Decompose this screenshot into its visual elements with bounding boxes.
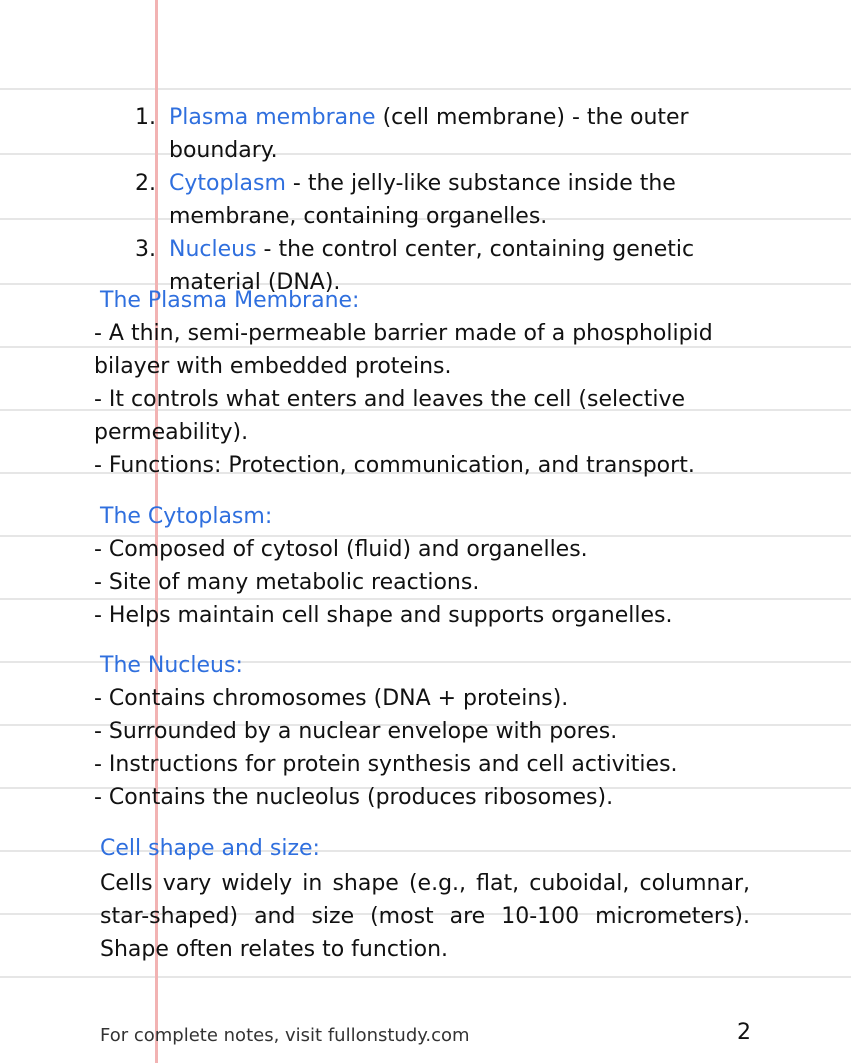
list-number: 3. [135, 237, 156, 262]
list-number: 1. [135, 105, 156, 130]
bullet-line: - Surrounded by a nuclear envelope with pores. [94, 719, 618, 744]
bullet-line: - Site of many metabolic reactions. [94, 570, 480, 595]
list-item [100, 167, 760, 233]
bullet-line: - Contains the nucleolus (produces ribosomes). [94, 785, 614, 810]
bullet-line: - A thin, semi-permeable barrier made of a phospholipid bilayer with embedded proteins. [94, 321, 713, 379]
section-cytoplasm [94, 500, 758, 632]
section-nucleus [94, 649, 758, 814]
section-heading: The Cytoplasm: [100, 504, 273, 529]
page-number: 2 [737, 1020, 751, 1045]
section-heading: The Plasma Membrane: [100, 288, 360, 313]
bullet-line: - Helps maintain cell shape and supports organelles. [94, 603, 673, 628]
bullet-line: - Contains chromosomes (DNA + proteins). [94, 686, 569, 711]
list-text: - the control center, containing genetic material (DNA). [169, 237, 695, 295]
section-heading: Cell shape and size: [100, 836, 320, 861]
footer-note: For complete notes, visit fullonstudy.com [100, 1025, 470, 1046]
bullet-line: - Composed of cytosol (fluid) and organelles. [94, 537, 588, 562]
bullet-line: - Functions: Protection, communication, and transport. [94, 453, 695, 478]
list-term: Cytoplasm [169, 171, 286, 196]
section-plasma-membrane [94, 284, 758, 482]
list-item [100, 101, 760, 167]
list-text: - the jelly-like substance inside the membrane, containing organelles. [169, 171, 676, 229]
section-paragraph: Cells vary widely in shape (e.g., flat, cuboidal, columnar, star-shaped) and size (most are 10-100 micrometers). Shape often relates to function. [100, 871, 750, 962]
bullet-line: - It controls what enters and leaves the cell (selective permeability). [94, 387, 686, 445]
ruled-line [0, 88, 851, 90]
list-term: Nucleus [169, 237, 257, 262]
section-heading: The Nucleus: [100, 653, 243, 678]
ruled-line [0, 976, 851, 978]
numbered-list [100, 101, 760, 299]
list-number: 2. [135, 171, 156, 196]
bullet-line: - Instructions for protein synthesis and cell activities. [94, 752, 678, 777]
section-cell-shape [94, 832, 758, 865]
list-text: (cell membrane) - the outer boundary. [169, 105, 689, 163]
list-term: Plasma membrane [169, 105, 376, 130]
